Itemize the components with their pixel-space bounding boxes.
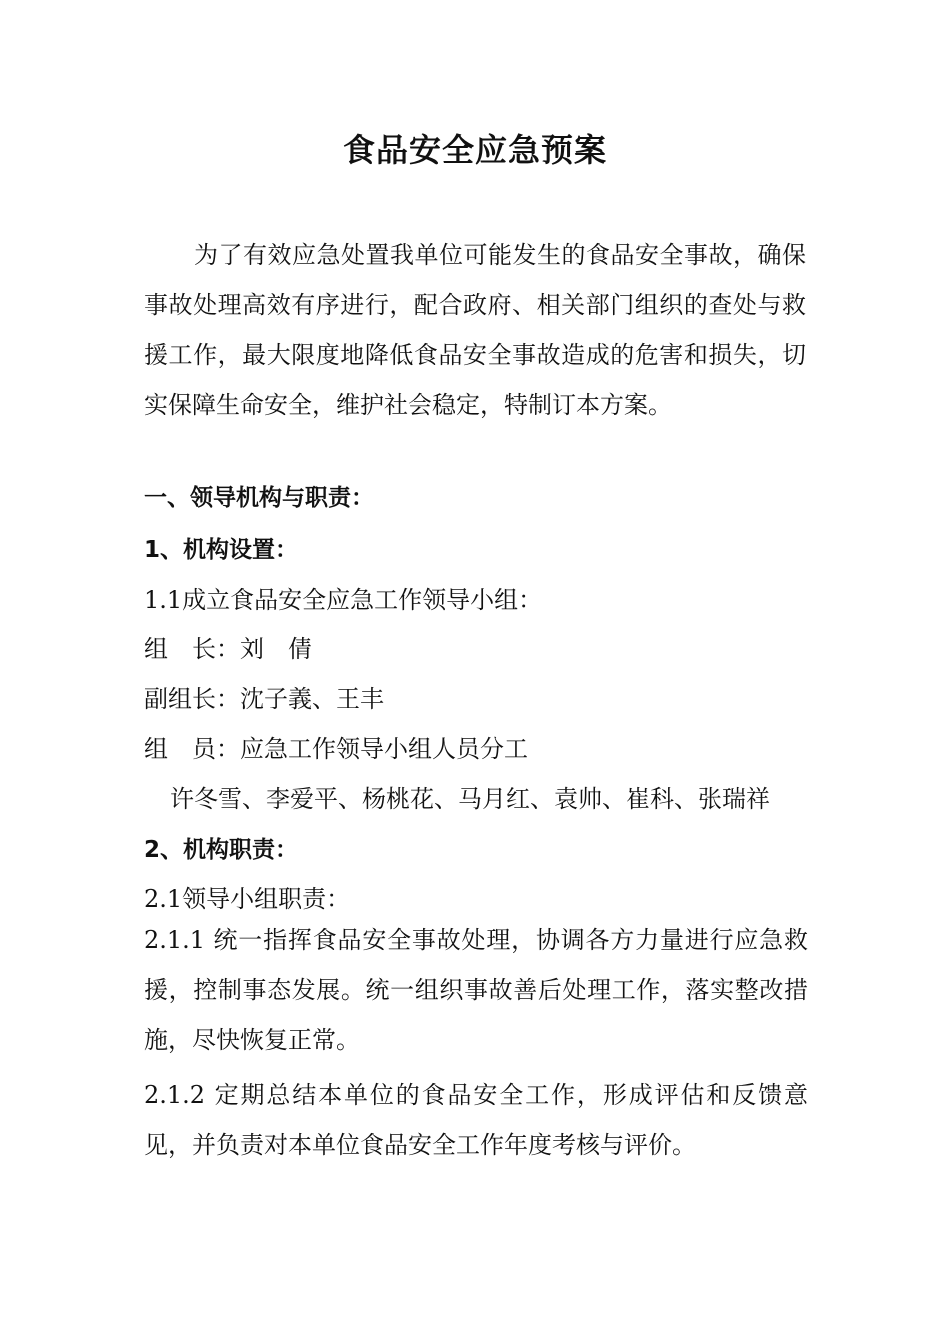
item-2-1: 2.1领导小组职责： xyxy=(144,885,351,913)
intro-paragraph: 为了有效应急处置我单位可能发生的食品安全事故，确保事故处理高效有序进行，配合政府、相关部门组织的查处与救援工作，最大限度地降低食品安全事故造成的危害和损失，切实保障生命安全，维护社会稳定，特制订本方案。 xyxy=(144,241,806,419)
section-heading-leadership: 一、领导机构与职责： xyxy=(144,485,374,511)
members-list-line: 许冬雪、李爱平、杨桃花、马月红、袁帅、崔科、张瑞祥 xyxy=(170,785,770,813)
item-1-1: 1.1成立食品安全应急工作领导小组： xyxy=(144,586,543,614)
members-label-line: 组 员：应急工作领导小组人员分工 xyxy=(144,735,528,763)
item-2-1-1-paragraph: 2.1.1 统一指挥食品安全事故处理，协调各方力量进行应急救援，控制事态发展。统一组织事故善后处理工作，落实整改措施，尽快恢复正常。 xyxy=(144,926,808,1054)
subsection-heading-duties: 2、机构职责： xyxy=(144,837,299,863)
subsection-heading-setup: 1、机构设置： xyxy=(144,537,299,563)
item-2-1-2-paragraph: 2.1.2 定期总结本单位的食品安全工作，形成评估和反馈意见，并负责对本单位食品安全工作年度考核与评价。 xyxy=(144,1081,808,1159)
deputy-line: 副组长：沈子義、王丰 xyxy=(144,685,384,713)
leader-line: 组 长：刘 倩 xyxy=(144,635,312,663)
document-title: 食品安全应急预案 xyxy=(342,131,607,169)
